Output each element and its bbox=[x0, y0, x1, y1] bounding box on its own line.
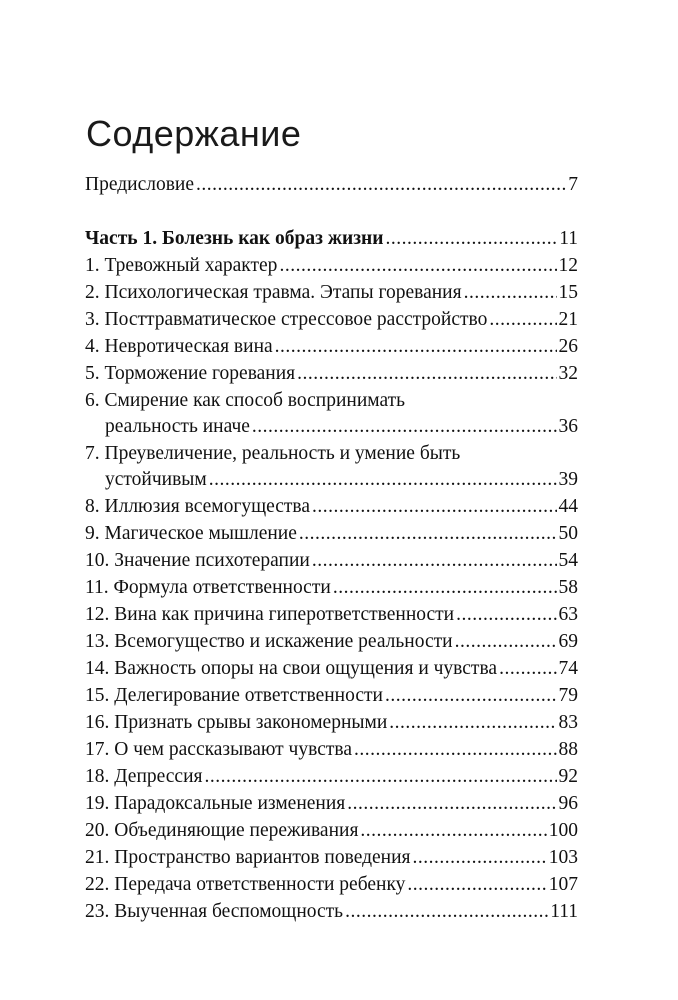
toc-entry-title: реальность иначе bbox=[105, 416, 250, 437]
dot-leader bbox=[354, 737, 557, 763]
toc-entry bbox=[85, 845, 578, 871]
toc-page-number: 54 bbox=[558, 550, 578, 571]
toc-entry-title-line1: 6. Смирение как способ воспринимать bbox=[85, 390, 406, 411]
dot-leader bbox=[209, 467, 557, 493]
toc-entry bbox=[85, 414, 578, 440]
toc-entry-title-line1: 7. Преувеличение, реальность и умение быть bbox=[85, 443, 461, 464]
toc-entry bbox=[85, 737, 578, 763]
toc-entry-title: 13. Всемогущество и искажение реальности bbox=[85, 631, 453, 652]
toc-entry bbox=[85, 791, 578, 817]
toc-page-number: 11 bbox=[559, 228, 578, 249]
toc-page-number: 7 bbox=[568, 174, 578, 195]
toc-page-number: 39 bbox=[558, 469, 578, 490]
toc-page-number: 79 bbox=[558, 685, 578, 706]
toc-entry bbox=[85, 307, 578, 333]
dot-leader bbox=[297, 361, 556, 387]
toc-entry bbox=[85, 629, 578, 655]
toc-entry-title: 11. Формула ответственности bbox=[85, 577, 331, 598]
dot-leader bbox=[464, 280, 557, 306]
page-title: Содержание bbox=[86, 113, 302, 154]
toc-page-number: 58 bbox=[558, 577, 578, 598]
dot-leader bbox=[386, 226, 558, 252]
toc-entry bbox=[85, 683, 578, 709]
toc-entry bbox=[85, 467, 578, 493]
toc-entry-title: 21. Пространство вариантов поведения bbox=[85, 847, 411, 868]
toc-entry bbox=[85, 710, 578, 736]
toc-entry-title: 19. Парадоксальные изменения bbox=[85, 793, 346, 814]
toc-entry bbox=[85, 280, 578, 306]
dot-leader bbox=[312, 548, 557, 574]
dot-leader bbox=[347, 791, 556, 817]
toc-entry-preface bbox=[85, 172, 578, 198]
toc-page-number: 92 bbox=[558, 766, 578, 787]
toc-entry bbox=[85, 521, 578, 547]
toc-page-number: 12 bbox=[558, 255, 578, 276]
dot-leader bbox=[385, 683, 557, 709]
toc-page-number: 111 bbox=[550, 901, 578, 922]
toc-page-number: 50 bbox=[558, 523, 578, 544]
toc-page-number: 74 bbox=[558, 658, 578, 679]
toc-entry-title: 10. Значение психотерапии bbox=[85, 550, 310, 571]
dot-leader bbox=[252, 414, 557, 440]
toc-entry-title: 22. Передача ответственности ребенку bbox=[85, 874, 406, 895]
toc-entry-title: 4. Невротическая вина bbox=[85, 336, 273, 357]
dot-leader bbox=[196, 172, 566, 198]
toc-page-number: 107 bbox=[548, 874, 578, 895]
dot-leader bbox=[489, 307, 556, 333]
toc-entry-title: 17. О чем рассказывают чувства bbox=[85, 739, 352, 760]
toc-entry-title: 20. Объединяющие переживания bbox=[85, 820, 359, 841]
toc-entry-title: 14. Важность опоры на свои ощущения и чувства bbox=[85, 658, 498, 679]
dot-leader bbox=[389, 710, 556, 736]
toc-part-heading bbox=[85, 226, 578, 252]
toc-page-number: 83 bbox=[558, 712, 578, 733]
toc-entry-title: 9. Магическое мышление bbox=[85, 523, 297, 544]
toc-entry-title: 23. Выученная беспомощность bbox=[85, 901, 344, 922]
toc-entry bbox=[85, 494, 578, 520]
dot-leader bbox=[299, 521, 557, 547]
toc-page-number: 15 bbox=[558, 282, 578, 303]
toc-page-number: 36 bbox=[558, 416, 578, 437]
toc-page-number: 21 bbox=[558, 309, 578, 330]
toc-entry-title: 3. Посттравматическое стрессовое расстройство bbox=[85, 309, 488, 330]
dot-leader bbox=[499, 656, 556, 682]
toc-entry bbox=[85, 872, 578, 898]
toc-entry bbox=[85, 818, 578, 844]
toc-entry bbox=[85, 656, 578, 682]
toc-entry-title: 18. Депрессия bbox=[85, 766, 203, 787]
toc-entry bbox=[85, 764, 578, 790]
toc-page-number: 44 bbox=[558, 496, 578, 517]
toc-page-number: 88 bbox=[558, 739, 578, 760]
toc-entry-title: 16. Признать срывы закономерными bbox=[85, 712, 388, 733]
toc-entry bbox=[85, 899, 578, 925]
dot-leader bbox=[333, 575, 557, 601]
dot-leader bbox=[279, 253, 556, 279]
dot-leader bbox=[312, 494, 556, 520]
toc-page-number: 100 bbox=[548, 820, 578, 841]
toc-page-number: 26 bbox=[558, 336, 578, 357]
toc-entry-title: 15. Делегирование ответственности bbox=[85, 685, 383, 706]
toc-entry-title: Предисловие bbox=[85, 174, 195, 195]
toc-entry bbox=[85, 575, 578, 601]
toc-entry-title: 2. Психологическая травма. Этапы горевания bbox=[85, 282, 462, 303]
toc-entry bbox=[85, 548, 578, 574]
toc-entry-title: 8. Иллюзия всемогущества bbox=[85, 496, 311, 517]
toc-page-number: 96 bbox=[558, 793, 578, 814]
dot-leader bbox=[413, 845, 547, 871]
toc-entry bbox=[85, 361, 578, 387]
toc-entry-title: устойчивым bbox=[105, 469, 207, 490]
dot-leader bbox=[345, 899, 548, 925]
toc-page-number: 63 bbox=[558, 604, 578, 625]
dot-leader bbox=[360, 818, 546, 844]
toc-entry bbox=[85, 253, 578, 279]
dot-leader bbox=[205, 764, 557, 790]
dot-leader bbox=[455, 629, 557, 655]
dot-leader bbox=[407, 872, 546, 898]
toc-page-number: 103 bbox=[548, 847, 578, 868]
toc-entry-title: 12. Вина как причина гиперответственности bbox=[85, 604, 455, 625]
toc-entry-title: Часть 1. Болезнь как образ жизни bbox=[85, 228, 384, 249]
toc-entry-title: 5. Торможение горевания bbox=[85, 363, 296, 384]
toc-page-number: 69 bbox=[558, 631, 578, 652]
toc-entry bbox=[85, 602, 578, 628]
toc-entry bbox=[85, 334, 578, 360]
toc-entry-title: 1. Тревожный характер bbox=[85, 255, 278, 276]
toc-page-number: 32 bbox=[558, 363, 578, 384]
dot-leader bbox=[456, 602, 556, 628]
dot-leader bbox=[275, 334, 557, 360]
